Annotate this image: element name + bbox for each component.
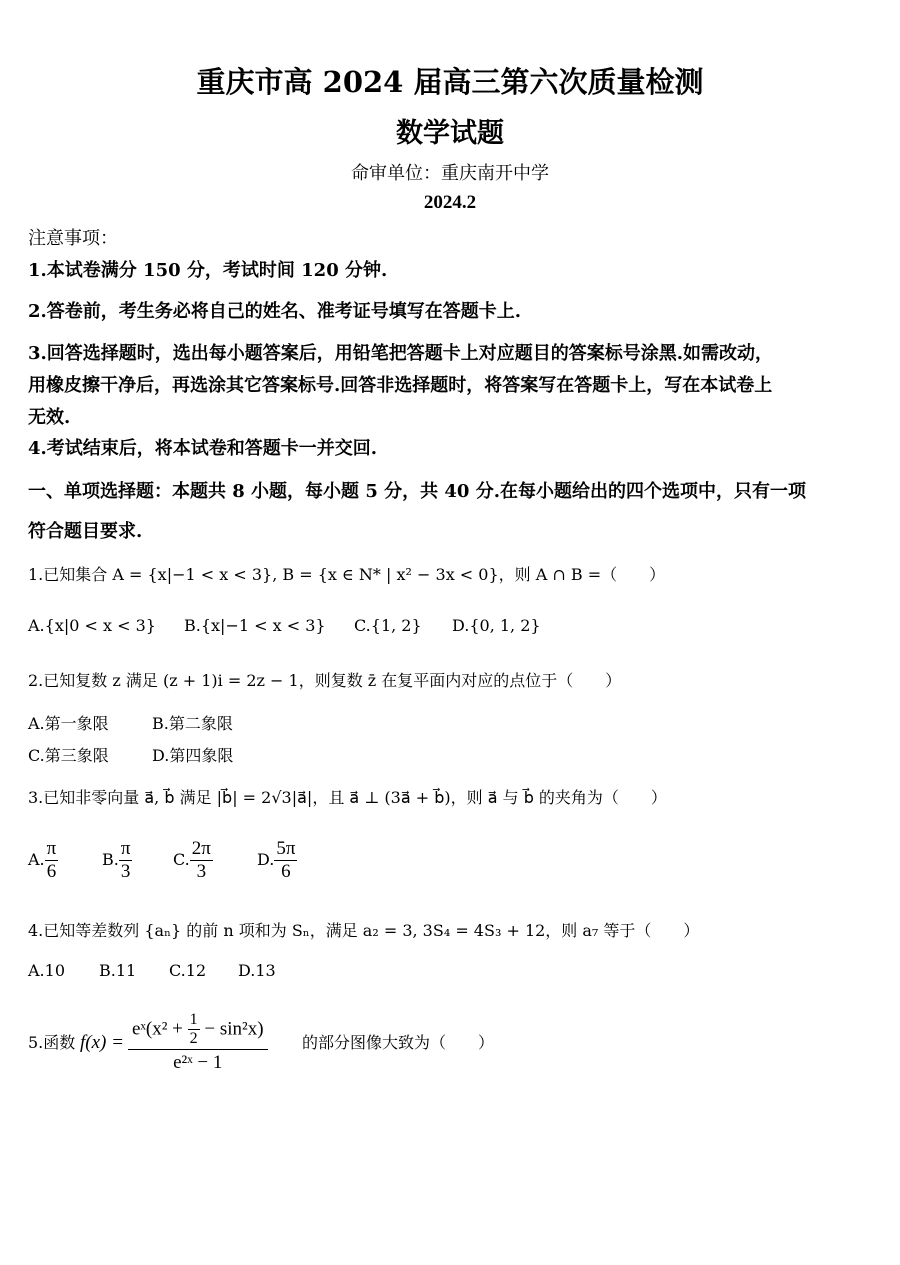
option-letter: C. [173, 849, 190, 869]
numerator-left: eˣ(x² + [131, 1018, 188, 1040]
fraction [119, 838, 133, 883]
option-letter: D. [257, 849, 275, 869]
question-1-option-b: B.{x|−1 < x < 3} [184, 616, 326, 635]
question-3-option-b [102, 838, 132, 883]
question-3-option-c [173, 838, 213, 883]
question-1-option-a: A.{x|0 < x < 3} [28, 616, 156, 635]
question-2-option-d: D.第四象限 [152, 746, 234, 765]
numerator-right: − sin²x) [199, 1018, 264, 1040]
notice-heading: 注意事项： [28, 228, 118, 249]
question-3-option-d [257, 838, 297, 883]
question-1-option-c: C.{1, 2} [354, 616, 422, 635]
question-2-option-b: B.第二象限 [152, 714, 233, 733]
notice-item-3-line-3: 无效. [28, 407, 71, 428]
question-5-formula [80, 1011, 268, 1075]
question-4-option-b: B.11 [99, 961, 137, 980]
fraction [274, 838, 297, 883]
fraction [190, 838, 213, 883]
main-denominator: e²ˣ − 1 [173, 1051, 223, 1073]
fraction-numerator: 5π [276, 838, 296, 859]
notice-item-3-line-1: 3.回答选择题时，选出每小题答案后，用铅笔把答题卡上对应题目的答案标号涂黑.如需改动， [28, 343, 774, 364]
half-fraction [188, 1011, 200, 1049]
question-2-stem: 2.已知复数 z 满足 (z + 1)i = 2z − 1，则复数 z̄ 在复平面内对应的点位于（ ） [28, 671, 622, 690]
exam-author-unit: 命审单位：重庆南开中学 [351, 163, 549, 184]
question-3-stem: 3.已知非零向量 a⃗, b⃗ 满足 |b⃗| = 2√3|a⃗|，且 a⃗ ⊥ (3a⃗ + b⃗)，则 a⃗ 与 b⃗ 的夹角为（ ） [28, 788, 667, 807]
option-letter: B. [102, 849, 119, 869]
section-1-heading-line-1: 一、单项选择题：本题共 8 小题，每小题 5 分，共 40 分.在每小题给出的四个选项中，只有一项 [28, 481, 806, 502]
question-2-option-c: C.第三象限 [28, 746, 109, 765]
fraction-denominator: 3 [196, 860, 207, 882]
question-2-option-a: A.第一象限 [28, 714, 109, 733]
question-5-prefix: 5.函数 [28, 1033, 76, 1052]
half-denominator: 2 [189, 1030, 198, 1048]
exam-title: 重庆市高 2024 届高三第六次质量检测 [196, 65, 704, 99]
question-5-suffix: 的部分图像大致为（ ） [302, 1033, 495, 1052]
notice-item-3-line-2: 用橡皮擦干净后，再选涂其它答案标号.回答非选择题时，将答案写在答题卡上，写在本试卷上 [28, 375, 773, 396]
question-1-stem: 1.已知集合 A = {x|−1 < x < 3}, B = {x ∈ N* | x² − 3x < 0}，则 A ∩ B =（ ） [28, 565, 666, 584]
main-numerator [128, 1011, 268, 1050]
notice-item-4: 4.考试结束后，将本试卷和答题卡一并交回. [28, 438, 378, 459]
notice-item-2: 2.答卷前，考生务必将自己的姓名、准考证号填写在答题卡上. [28, 301, 522, 322]
exam-subject: 数学试题 [396, 118, 504, 149]
exam-date: 2024.2 [423, 192, 477, 213]
fraction-denominator: 6 [46, 860, 57, 882]
fraction-denominator: 6 [281, 860, 291, 882]
question-4-option-c: C.12 [169, 961, 207, 980]
question-1-option-d: D.{0, 1, 2} [452, 616, 541, 635]
fraction-denominator: 3 [120, 860, 131, 882]
notice-item-1: 1.本试卷满分 150 分，考试时间 120 分钟. [28, 260, 388, 281]
half-numerator: 1 [188, 1011, 200, 1030]
function-lhs: f(x) = [80, 1031, 124, 1053]
option-letter: A. [28, 849, 45, 869]
section-1-heading-line-2: 符合题目要求. [28, 521, 143, 542]
main-fraction [128, 1011, 268, 1075]
question-4-option-d: D.13 [238, 961, 276, 980]
fraction [45, 838, 59, 883]
question-4-stem: 4.已知等差数列 {aₙ} 的前 n 项和为 Sₙ，满足 a₂ = 3, 3S₄ = 4S₃ + 12，则 a₇ 等于（ ） [28, 921, 700, 940]
fraction-numerator: π [120, 838, 131, 859]
question-3-option-a [28, 838, 58, 883]
fraction-numerator: π [46, 838, 57, 859]
question-4-option-a: A.10 [28, 961, 65, 980]
fraction-numerator: 2π [191, 838, 211, 859]
